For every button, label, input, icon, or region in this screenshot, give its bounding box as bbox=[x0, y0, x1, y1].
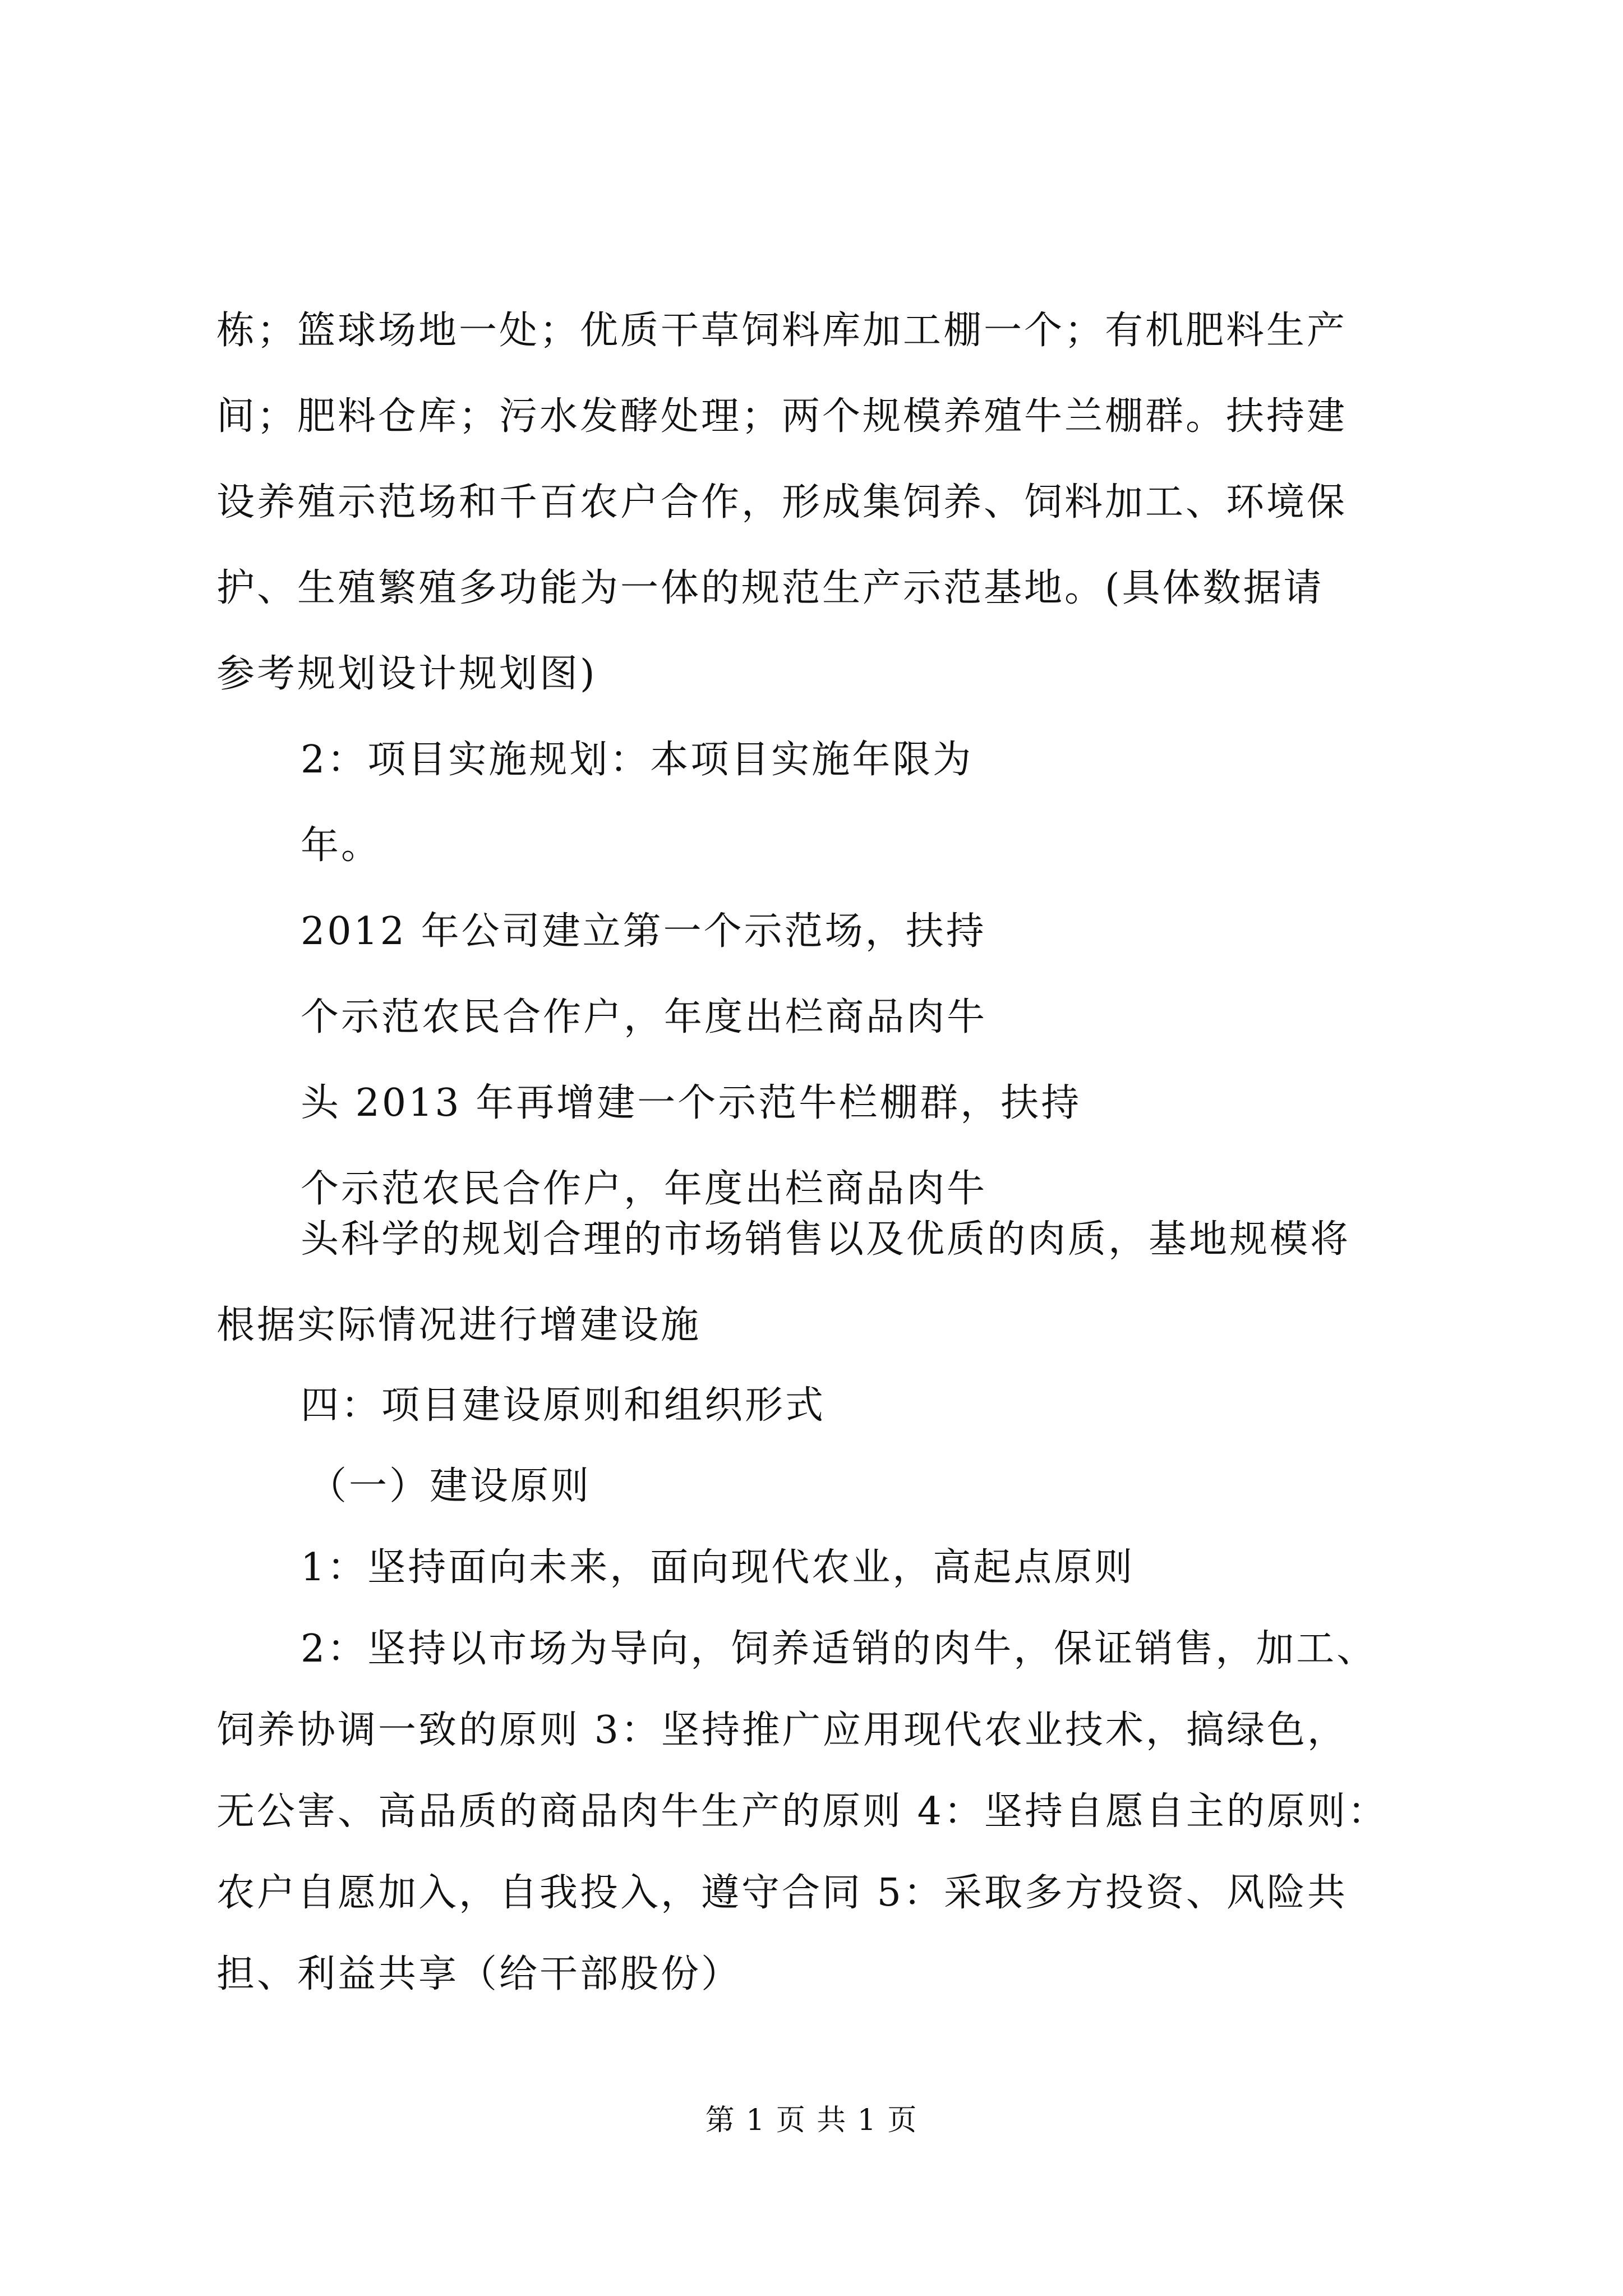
text-line: 护、生殖繁殖多功能为一体的规范生产示范基地。(具体数据请 bbox=[216, 566, 1324, 610]
text-line: 间；肥料仓库；污水发酵处理；两个规模养殖牛兰棚群。扶持建 bbox=[216, 394, 1348, 439]
text-line: 饲养协调一致的原则 3：坚持推广应用现代农业技术，搞绿色， bbox=[216, 1708, 1348, 1752]
text-line: 农户自愿加入，自我投入，遵守合同 5：采取多方投资、风险共 bbox=[216, 1871, 1348, 1915]
text-line: 个示范农民合作户，年度出栏商品肉牛 bbox=[301, 1167, 988, 1211]
text-line: 无公害、高品质的商品肉牛生产的原则 4：坚持自愿自主的原则： bbox=[216, 1789, 1388, 1834]
text-line: 担、利益共享（给干部股份） bbox=[216, 1952, 742, 1996]
text-line: 2：项目实施规划：本项目实施年限为 bbox=[301, 738, 974, 782]
text-line: 头科学的规划合理的市场销售以及优质的肉质，基地规模将 bbox=[301, 1217, 1351, 1262]
text-line: 参考规划设计规划图) bbox=[216, 652, 597, 696]
text-line: 栋；篮球场地一处；优质干草饲料库加工棚一个；有机肥料生产 bbox=[216, 309, 1348, 353]
text-line: 设养殖示范场和千百农户合作，形成集饲养、饲料加工、环境保 bbox=[216, 480, 1348, 524]
section-heading: 四：项目建设原则和组织形式 bbox=[301, 1383, 826, 1428]
text-line: 根据实际情况进行增建设施 bbox=[216, 1303, 702, 1347]
text-line: 头 2013 年再增建一个示范牛栏棚群，扶持 bbox=[301, 1081, 1082, 1125]
text-line: 2：坚持以市场为导向，饲养适销的肉牛，保证销售，加工、 bbox=[301, 1627, 1377, 1671]
text-line: 个示范农民合作户，年度出栏商品肉牛 bbox=[301, 995, 988, 1039]
subsection-heading: （一）建设原则 bbox=[308, 1464, 592, 1508]
text-line: 2012 年公司建立第一个示范场，扶持 bbox=[301, 909, 986, 954]
page-footer: 第 1 页 共 1 页 bbox=[705, 2104, 918, 2137]
text-line: 年。 bbox=[301, 823, 382, 868]
text-line: 1：坚持面向未来，面向现代农业，高起点原则 bbox=[301, 1545, 1135, 1590]
